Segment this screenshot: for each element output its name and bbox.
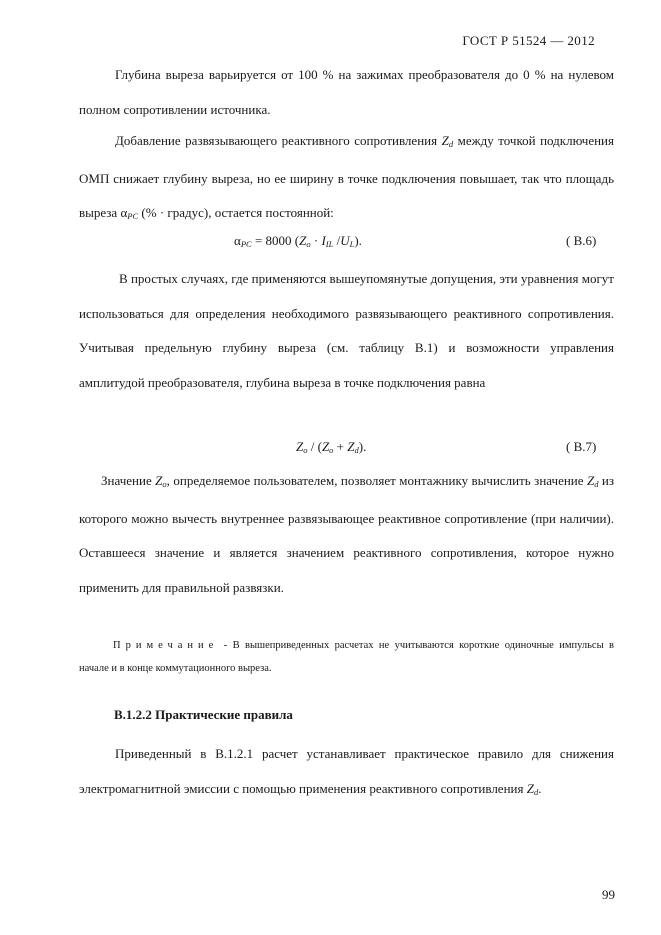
- equation-number-b7: ( В.7): [566, 439, 597, 454]
- paragraph-simple-cases: В простых случаях, где применяются вышеупомянутые допущения, эти уравнения могут использоваться для определения необходимого развязывающего реактивного сопротивления. Учитывая предельную глубину выреза (см. таблицу В.1) и возможности управления амплитудой преобразователя, глубина выреза в точке подключения равна: [79, 271, 614, 390]
- equation-number-b6: ( В.6): [566, 233, 597, 248]
- note-label: Примечание: [113, 640, 219, 651]
- section-heading: В.1.2.2 Практические правила: [114, 707, 293, 722]
- document-header: ГОСТ Р 51524 — 2012: [462, 33, 595, 48]
- paragraph-practical-rule: Приведенный в В.1.2.1 расчет устанавливает практическое правило для снижения электромагнитной эмиссии с помощью применения реактивного сопротивления $Z_d$.: [79, 746, 614, 797]
- page-number: 99: [602, 887, 615, 902]
- paragraph-value-zo: Значение $Z_o$, определяемое пользователем, позволяет монтажнику вычислить значение $Z_d$ из которого можно вычесть внутреннее развязывающее реактивное сопротивление (при наличии). Оставшееся значение и является значением реактивного сопротивления, которое нужно применить для правильной развязки.: [79, 473, 614, 595]
- note-block: Примечание - В вышеприведенных расчетах не учитываются короткие одиночные импульсы в начале и в конце коммутационного выреза.: [79, 640, 614, 674]
- paragraph-notch-depth: Глубина выреза варьируется от 100 % на зажимах преобразователя до 0 % на нулевом полном сопротивлении источника.: [79, 67, 614, 117]
- equation-b6: $\alpha_{PC} = 8000$ ($Z_o \cdot I_{IL}$ $/U_L$).: [234, 233, 362, 249]
- equation-b7: $Z_o / (Z_o + Z_d)$.: [296, 439, 367, 455]
- paragraph-decoupling: Добавление развязывающего реактивного сопротивления $Z_d$ между точкой подключения ОМП снижает глубину выреза, но ее ширину в точке подключения повышает, так что площадь выреза $\alpha_{PC}$ (% · градус), остается постоянной:: [79, 133, 614, 221]
